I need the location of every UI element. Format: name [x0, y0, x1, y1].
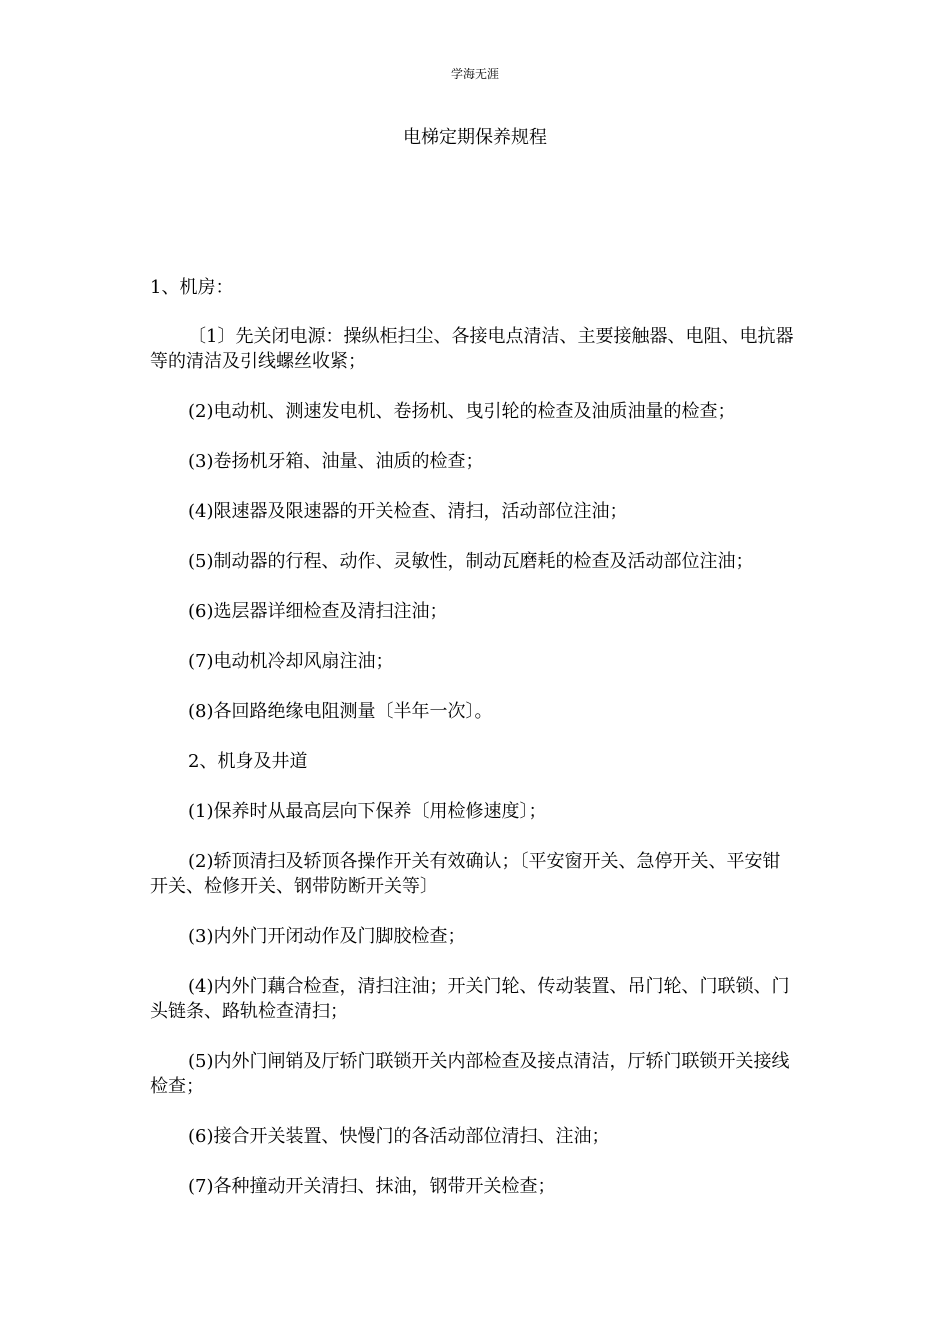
paragraph: (2)轿顶清扫及轿顶各操作开关有效确认；〔平安窗开关、急停开关、平安钳开关、检修开关、钢带防断开关等〕 — [150, 851, 781, 897]
paragraph: (5)内外门闸销及厅轿门联锁开关内部检查及接点清洁，厅轿门联锁开关接线检查； — [150, 1051, 790, 1097]
paragraph: (1)保养时从最高层向下保养〔用检修速度〕； — [188, 801, 547, 822]
section-heading: 1、机房： — [150, 277, 234, 298]
paragraph: (2)电动机、测速发电机、卷扬机、曳引轮的检查及油质油量的检查； — [188, 401, 736, 422]
document-title: 电梯定期保养规程 — [403, 127, 547, 148]
paragraph: (7)各种撞动开关清扫、抹油，钢带开关检查； — [188, 1176, 556, 1197]
paragraph: 〔1〕先关闭电源：操纵柜扫尘、各接电点清洁、主要接触器、电阻、电抗器等的清洁及引线螺丝收紧； — [150, 326, 794, 372]
paragraph: (7)电动机冷却风扇注油； — [188, 651, 394, 672]
paragraph: (3)卷扬机牙箱、油量、油质的检查； — [188, 451, 484, 472]
page-header: 学海无涯 — [450, 67, 499, 81]
paragraph: (3)内外门开闭动作及门脚胶检查； — [188, 926, 466, 947]
paragraph: (4)内外门藕合检查，清扫注油；开关门轮、传动装置、吊门轮、门联锁、门头链条、路轨检查清扫； — [150, 976, 790, 1022]
paragraph: (5)制动器的行程、动作、灵敏性，制动瓦磨耗的检查及活动部位注油； — [188, 551, 754, 572]
paragraph: (8)各回路绝缘电阻测量〔半年一次〕。 — [188, 701, 493, 722]
paragraph: (6)选层器详细检查及清扫注油； — [188, 601, 448, 622]
paragraph: (4)限速器及限速器的开关检查、清扫，活动部位注油； — [188, 501, 628, 522]
paragraph: (6)接合开关装置、快慢门的各活动部位清扫、注油； — [188, 1126, 610, 1147]
section-heading: 2、机身及井道 — [188, 751, 308, 772]
